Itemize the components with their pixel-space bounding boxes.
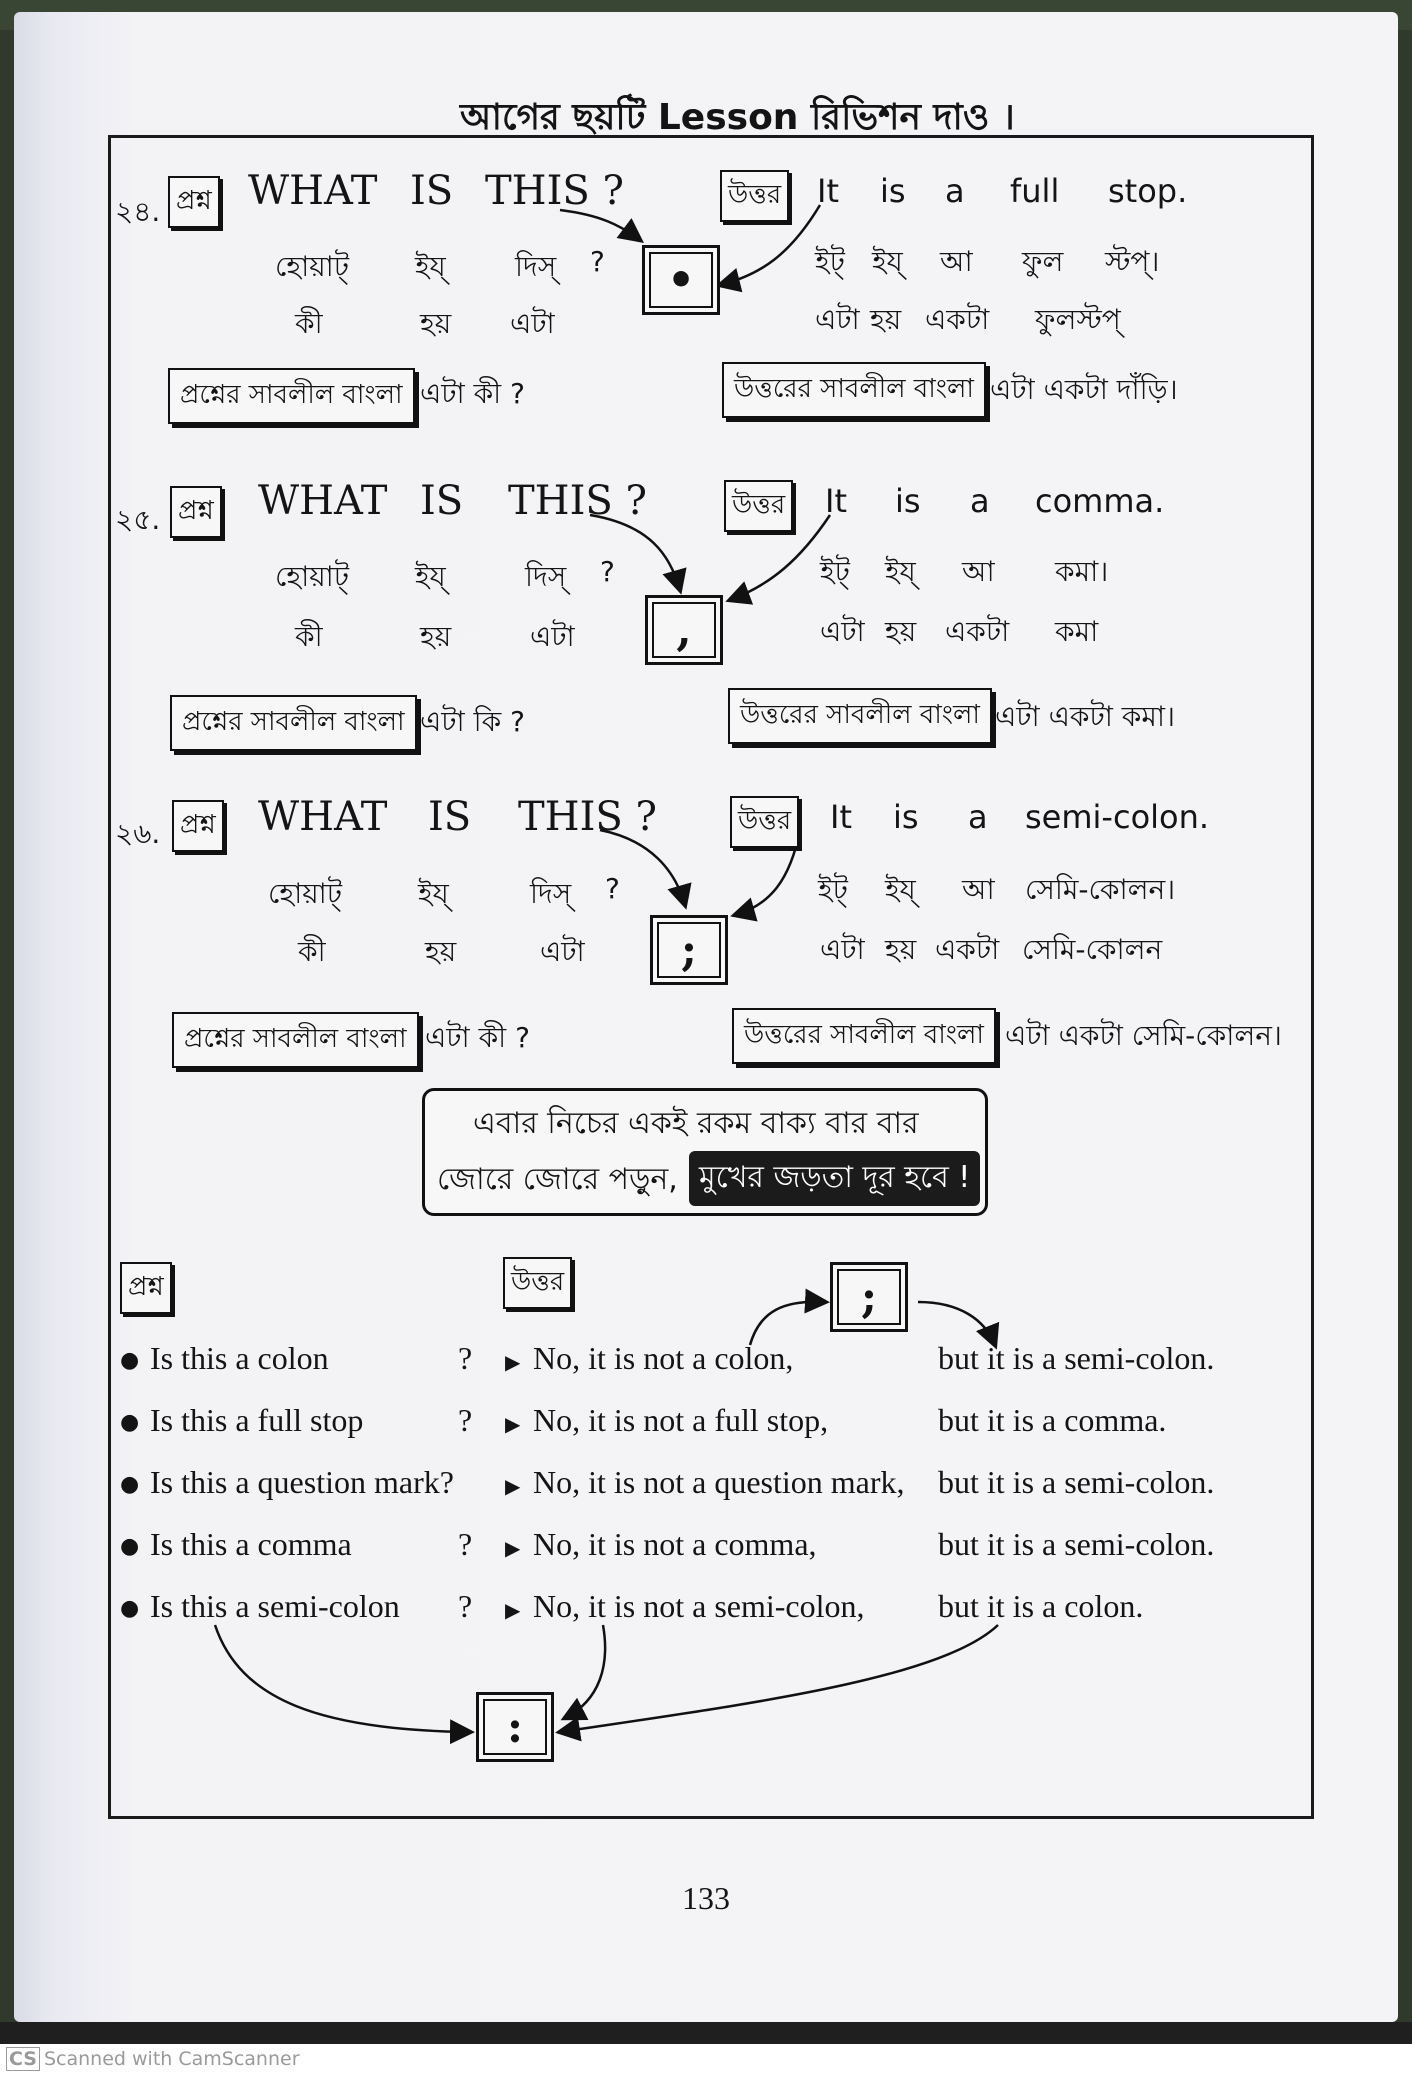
semicolon-symbol: ; bbox=[830, 1262, 908, 1332]
pronunciation: ? bbox=[590, 245, 605, 278]
arrow bbox=[918, 1302, 995, 1345]
question-bangla-text: এটা কী ? bbox=[425, 1021, 530, 1054]
answer-bangla-label: উত্তরের সাবলীল বাংলা bbox=[732, 1008, 996, 1064]
pointer-icon: ▶ bbox=[505, 1600, 521, 1622]
meaning: হয় bbox=[870, 303, 902, 336]
meaning: কী bbox=[295, 307, 323, 340]
pointer-icon: ▶ bbox=[505, 1352, 521, 1374]
meaning: এটা bbox=[820, 615, 865, 648]
lesson-number: ২৬. bbox=[115, 817, 161, 850]
pronunciation: দিস্ bbox=[525, 560, 567, 593]
camscanner-logo-icon: CS bbox=[6, 2047, 40, 2071]
bullet-icon: ● bbox=[120, 1534, 140, 1559]
meaning: এটা bbox=[510, 307, 555, 340]
meaning: হয় bbox=[420, 307, 452, 340]
pronunciation: ইয্ bbox=[415, 560, 446, 593]
arrow bbox=[750, 1302, 825, 1345]
comma-symbol: , bbox=[645, 595, 723, 665]
answer-word: stop. bbox=[1108, 172, 1188, 210]
answer-bangla-label: উত্তরের সাবলীল বাংলা bbox=[722, 362, 986, 418]
callout-line-1: এবার নিচের একই রকম বাক্য বার বার bbox=[473, 1106, 919, 1141]
answer-tag: উত্তর bbox=[724, 480, 793, 532]
semicolon-symbol: ; bbox=[650, 915, 728, 985]
arrow bbox=[215, 1625, 470, 1732]
full-stop-symbol: • bbox=[642, 245, 720, 315]
answer-word: semi-colon. bbox=[1025, 798, 1210, 836]
meaning: কী bbox=[295, 620, 323, 653]
answer-tag: উত্তর bbox=[730, 796, 799, 848]
answer-word: a bbox=[968, 798, 988, 836]
pronunciation: স্টপ্। bbox=[1105, 245, 1160, 278]
pronunciation: ফুল bbox=[1022, 245, 1064, 278]
meaning: একটা bbox=[945, 615, 1010, 648]
meaning: হয় bbox=[420, 620, 452, 653]
pronunciation: হোয়াট্ bbox=[275, 250, 350, 283]
question-word: THIS ? bbox=[508, 478, 647, 524]
meaning: এটা bbox=[815, 303, 860, 336]
answer-bangla-text: এটা একটা সেমি-কোলন। bbox=[1005, 1019, 1282, 1052]
pronunciation: সেমি-কোলন। bbox=[1025, 873, 1176, 906]
meaning: একটা bbox=[925, 303, 990, 336]
pronunciation: হোয়াট্ bbox=[275, 560, 350, 593]
question-tag: প্রশ্ন bbox=[120, 1262, 172, 1314]
pronunciation: ইট্ bbox=[820, 555, 850, 588]
practice-answer-cont: but it is a comma. bbox=[938, 1402, 1167, 1438]
answer-word: is bbox=[893, 798, 919, 836]
colon-symbol: : bbox=[476, 1692, 554, 1762]
question-mark: ? bbox=[458, 1588, 473, 1624]
practice-answer: No, it is not a colon, bbox=[533, 1340, 794, 1376]
question-word: THIS ? bbox=[518, 794, 657, 840]
pronunciation: হোয়াট্ bbox=[268, 877, 343, 910]
meaning: হয় bbox=[885, 615, 917, 648]
lesson-number: ২৫. bbox=[115, 503, 161, 536]
pronunciation: ইয্ bbox=[885, 873, 916, 906]
practice-answer: No, it is not a semi-colon, bbox=[533, 1588, 865, 1624]
pronunciation: আ bbox=[962, 555, 995, 588]
meaning: এটা bbox=[540, 935, 585, 968]
meaning: কমা bbox=[1055, 615, 1099, 648]
meaning: একটা bbox=[935, 933, 1000, 966]
answer-word: is bbox=[895, 482, 921, 520]
meaning: কী bbox=[298, 935, 326, 968]
bullet-icon: ● bbox=[120, 1472, 140, 1497]
arrow bbox=[560, 210, 640, 240]
pronunciation: দিস্ bbox=[515, 250, 557, 283]
answer-tag: উত্তর bbox=[720, 170, 789, 222]
question-bangla-label: প্রশ্নের সাবলীল বাংলা bbox=[172, 1012, 419, 1068]
lesson-number: ২৪. bbox=[115, 195, 161, 228]
meaning: এটা bbox=[820, 933, 865, 966]
bullet-icon: ● bbox=[120, 1410, 140, 1435]
question-bangla-label: প্রশ্নের সাবলীল বাংলা bbox=[168, 368, 415, 424]
pointer-icon: ▶ bbox=[505, 1538, 521, 1560]
meaning: এটা bbox=[530, 620, 575, 653]
arrow bbox=[560, 1625, 998, 1732]
question-mark: ? bbox=[458, 1402, 473, 1438]
answer-word: is bbox=[880, 172, 906, 210]
page-heading: আগের ছয়টি Lesson রিভিশন দাও । bbox=[460, 97, 1015, 138]
pronunciation: কমা। bbox=[1055, 555, 1109, 588]
practice-question: Is this a semi-colon bbox=[150, 1588, 400, 1624]
practice-question: Is this a full stop bbox=[150, 1402, 364, 1438]
answer-bangla-text: এটা একটা দাঁড়ি। bbox=[990, 373, 1178, 406]
meaning: ফুলস্টপ্ bbox=[1035, 303, 1121, 336]
callout-line-2: জোরে জোরে পড়ুন, bbox=[437, 1162, 678, 1197]
question-bangla-label: প্রশ্নের সাবলীল বাংলা bbox=[170, 695, 417, 751]
pronunciation: ইয্ bbox=[418, 877, 449, 910]
answer-word: It bbox=[825, 482, 847, 520]
scanner-watermark bbox=[6, 2048, 300, 2070]
answer-word: a bbox=[970, 482, 990, 520]
practice-question: Is this a colon bbox=[150, 1340, 329, 1376]
meaning: সেমি-কোলন bbox=[1022, 933, 1163, 966]
callout-highlight: মুখের জড়তা দূর হবে ! bbox=[689, 1151, 980, 1206]
answer-word: comma. bbox=[1035, 482, 1165, 520]
question-word: THIS ? bbox=[485, 168, 624, 214]
practice-answer: No, it is not a full stop, bbox=[533, 1402, 829, 1438]
pointer-icon: ▶ bbox=[505, 1476, 521, 1498]
practice-answer: No, it is not a comma, bbox=[533, 1526, 817, 1562]
pronunciation: আ bbox=[962, 873, 995, 906]
question-tag: প্রশ্ন bbox=[172, 800, 224, 852]
pointer-icon: ▶ bbox=[505, 1414, 521, 1436]
question-bangla-text: এটা কি ? bbox=[420, 705, 525, 738]
question-word: WHAT bbox=[248, 168, 378, 214]
question-tag: প্রশ্ন bbox=[170, 486, 222, 538]
answer-word: It bbox=[830, 798, 852, 836]
question-mark: ? bbox=[458, 1526, 473, 1562]
pronunciation: ইয্ bbox=[885, 555, 916, 588]
practice-question: Is this a question mark? bbox=[150, 1464, 454, 1500]
meaning: হয় bbox=[885, 933, 917, 966]
answer-word: full bbox=[1010, 172, 1060, 210]
practice-answer: No, it is not a question mark, bbox=[533, 1464, 905, 1500]
pronunciation: ইট্ bbox=[815, 245, 845, 278]
practice-answer-cont: but it is a colon. bbox=[938, 1588, 1144, 1624]
scanner-text: Scanned with CamScanner bbox=[43, 2048, 300, 2070]
question-word: IS bbox=[428, 794, 472, 840]
practice-answer-cont: but it is a semi-colon. bbox=[938, 1526, 1215, 1562]
answer-bangla-text: এটা একটা কমা। bbox=[995, 700, 1176, 733]
arrow bbox=[565, 1625, 605, 1718]
pronunciation: ইট্ bbox=[818, 873, 848, 906]
answer-tag: উত্তর bbox=[503, 1257, 572, 1309]
pronunciation: ? bbox=[605, 872, 620, 905]
pronunciation: দিস্ bbox=[530, 877, 572, 910]
answer-word: It bbox=[817, 172, 839, 210]
question-word: IS bbox=[420, 478, 464, 524]
question-mark: ? bbox=[458, 1340, 473, 1376]
practice-answer-cont: but it is a semi-colon. bbox=[938, 1340, 1215, 1376]
practice-question: Is this a comma bbox=[150, 1526, 352, 1562]
pronunciation: ইয্ bbox=[872, 245, 903, 278]
question-tag: প্রশ্ন bbox=[168, 176, 220, 228]
answer-bangla-label: উত্তরের সাবলীল বাংলা bbox=[728, 688, 992, 744]
practice-callout bbox=[422, 1088, 988, 1216]
bullet-icon: ● bbox=[120, 1348, 140, 1373]
practice-answer-cont: but it is a semi-colon. bbox=[938, 1464, 1215, 1500]
question-word: WHAT bbox=[258, 478, 388, 524]
pronunciation: ? bbox=[600, 555, 615, 588]
pronunciation: ইয্ bbox=[415, 250, 446, 283]
pronunciation: আ bbox=[940, 245, 973, 278]
question-word: IS bbox=[410, 168, 454, 214]
bullet-icon: ● bbox=[120, 1596, 140, 1621]
meaning: হয় bbox=[425, 935, 457, 968]
question-bangla-text: এটা কী ? bbox=[420, 377, 525, 410]
question-word: WHAT bbox=[258, 794, 388, 840]
page-number: 133 bbox=[682, 1880, 730, 1916]
answer-word: a bbox=[945, 172, 965, 210]
